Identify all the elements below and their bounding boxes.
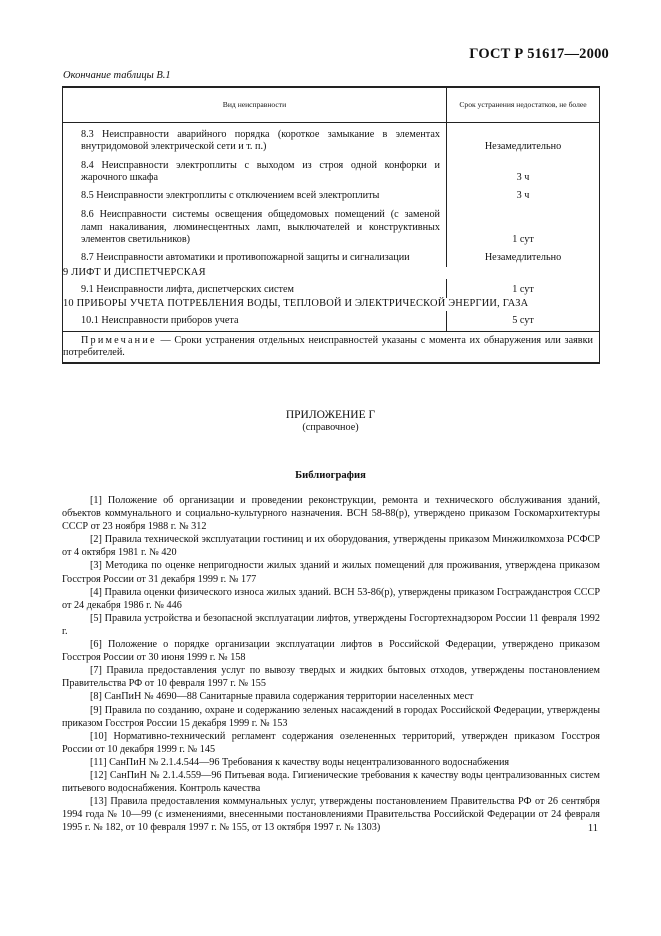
bibliography-list [62, 494, 600, 834]
table-header-row [63, 87, 600, 123]
bibliography-entry: [12] СанПиН № 2.1.4.559—96 Питьевая вода. Гигиенические требования к качеству воды централизованных систем питьевого водоснабжения. Контроль качества [62, 769, 600, 795]
fault-description: 9.1 Неисправности лифта, диспетчерских систем [81, 283, 294, 295]
fault-description: 8.7 Неисправности автоматики и противопожарной защиты и сигнализации [81, 252, 410, 264]
fault-description: 8.5 Неисправности электроплиты с отключением всей электроплиты [81, 190, 380, 202]
appendix-subtitle: (справочное) [302, 422, 359, 433]
bibliography-entry: [9] Правила по созданию, охране и содержанию зеленых насаждений в городах Российской Федерации, утверждены приказом Госстроя России 15 декабря 1999 г. № 153 [62, 704, 600, 729]
section-row [63, 267, 600, 279]
faults-table [62, 86, 600, 364]
fault-description: 8.6 Неисправности системы освещения общедомовых помещений (с заменой ламп накаливания, люминесцентных ламп, выключателей и конструктивных элементов светильников) [81, 209, 440, 246]
appendix-title: ПРИЛОЖЕНИЕ Г [285, 409, 376, 421]
bibliography-entry: [2] Правила технической эксплуатации гостиниц и их оборудования, утверждены приказом Минжилкомхоза РСФСР от 4 октября 1981 г. № 420 [62, 534, 600, 559]
fault-term: 3 ч [447, 156, 600, 187]
fault-term: 1 сут [447, 204, 600, 248]
section-heading: 10 ПРИБОРЫ УЧЕТА ПОТРЕБЛЕНИЯ ВОДЫ, ТЕПЛОВОЙ И ЭЛЕКТРИЧЕСКОЙ ЭНЕРГИИ, ГАЗА [63, 298, 600, 310]
bibliography-entry: [7] Правила предоставления услуг по вывозу твердых и жидких бытовых отходов, утверждены постановлением Правительства РФ от 10 февраля 1997 г. № 155 [62, 665, 600, 690]
bibliography-entry: [4] Правила оценки физического износа жилых зданий. ВСН 53-86(р), утверждены приказом Госгражданстроя СССР от 24 декабря 1986 г. № 446 [62, 586, 600, 611]
bibliography-title: Библиография [295, 470, 366, 481]
fault-term: 1 сут [447, 279, 600, 298]
note-text: — Сроки устранения отдельных неисправностей указаны с момента их обнаружения или заявки потребителей. [63, 334, 593, 359]
section-heading: 9 ЛИФТ И ДИСПЕТЧЕРСКАЯ [63, 267, 600, 279]
fault-description: 10.1 Неисправности приборов учета [81, 314, 239, 326]
table-row [63, 204, 600, 248]
bibliography-entry: [10] Нормативно-технический регламент содержания озелененных территорий, утвержден приказом Госстроя России от 10 декабря 1999 г. № 145 [62, 730, 600, 755]
bibliography-entry: [13] Правила предоставления коммунальных услуг, утверждены постановлением Правительства РФ от 26 сентября 1994 года № 10—99 (с изменениями, внесенными постановлениями Правительства Российской Федерации от 24 февраля 1995 г. № 182, от 10 февраля 1997 г. № 155, от 13 октября 1997 г. № 1303) [62, 796, 600, 834]
table-row [63, 311, 600, 332]
fault-term: 5 сут [447, 311, 600, 332]
fault-description: 8.3 Неисправности аварийного порядка (короткое замыкание в элементах внутридомовой электрической сети и т. п.) [81, 129, 440, 153]
bibliography-entry: [8] СанПиН № 4690—88 Санитарные правила содержания территории населенных мест [90, 691, 474, 703]
page-number: 11 [587, 823, 598, 834]
fault-term: Незамедлительно [447, 123, 600, 156]
fault-term: 3 ч [447, 186, 600, 204]
fault-description: 8.4 Неисправности электроплиты с выходом из строя одной конфорки и жарочного шкафа [81, 159, 440, 183]
note-row [63, 331, 600, 363]
column-header-term: Срок устранения недостатков, не более [447, 87, 600, 123]
table-note [63, 331, 600, 363]
table-row [63, 248, 600, 266]
bibliography-entry: [5] Правила устройства и безопасной эксплуатации лифтов, утверждены Госгортехнадзором России 11 февраля 1992 г. [62, 612, 600, 637]
section-row [63, 298, 600, 310]
bibliography-entry: [1] Положение об организации и проведении реконструкции, ремонта и технического обслуживания зданий, объектов коммунального и социально-культурного назначения. ВСН 58-88(р), утверждено приказом Госкомархитектуры СССР от 23 ноября 1988 г. № 312 [62, 495, 600, 533]
standard-code: ГОСТ Р 51617—2000 [469, 46, 609, 62]
note-label: Примечание [81, 334, 157, 346]
bibliography-entry: [6] Положение о порядке организации эксплуатации лифтов в Российской Федерации, утверждено приказом Госстроя России от 30 июня 1999 г. № 158 [62, 639, 600, 664]
fault-term: Незамедлительно [447, 248, 600, 266]
table-row [63, 186, 600, 204]
column-header-fault-type: Вид неисправности [63, 87, 447, 123]
table-caption: Окончание таблицы В.1 [63, 70, 171, 81]
bibliography-entry: [11] СанПиН № 2.1.4.544—96 Требования к качеству воды нецентрализованного водоснабжения [90, 756, 510, 768]
table-row [63, 279, 600, 298]
bibliography-entry: [3] Методика по оценке непригодности жилых зданий и жилых помещений для проживания, утверждена приказом Госстроя России от 31 декабря 1999 г. № 177 [62, 560, 600, 585]
table-row [63, 156, 600, 187]
table-row [63, 123, 600, 156]
